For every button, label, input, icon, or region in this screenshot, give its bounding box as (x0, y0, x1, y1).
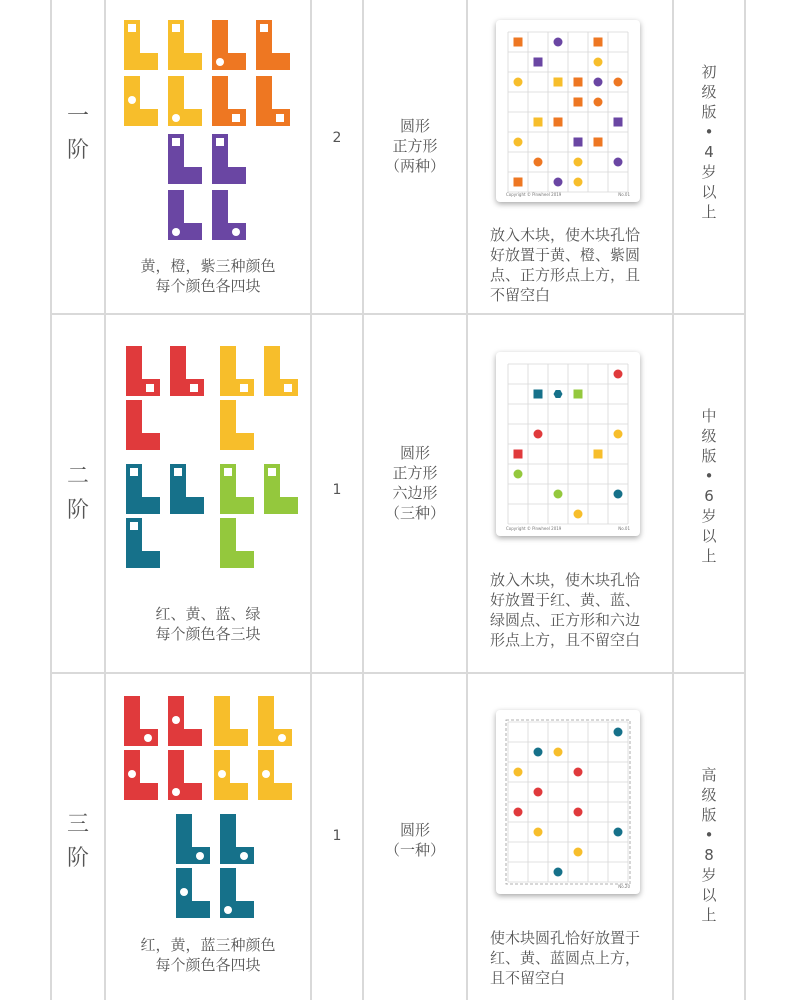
l-block-piece (170, 464, 204, 514)
round-dot (614, 490, 623, 499)
square-hole (224, 468, 232, 476)
l-block-piece (220, 400, 254, 450)
dot-shapes: 圆形 正方形 六边形 （三种） (384, 444, 445, 522)
round-hole (262, 770, 270, 778)
l-block-piece (168, 190, 202, 240)
round-dot (514, 808, 523, 817)
board-number: No.01 (618, 192, 630, 197)
square-dot (514, 38, 523, 47)
l-block-piece (220, 346, 254, 396)
l-block-piece (214, 696, 248, 746)
square-dot (574, 138, 583, 147)
round-dot (574, 808, 583, 817)
round-hole (128, 770, 136, 778)
square-hole (260, 24, 268, 32)
l-block-piece (126, 400, 160, 450)
board-copyright: Copyright © Pinwheel 2019 (506, 526, 562, 531)
round-dot (554, 490, 563, 499)
round-hole (172, 788, 180, 796)
hole-count: 2 (332, 130, 342, 146)
l-block-piece (176, 868, 210, 918)
l-block-piece (264, 464, 298, 514)
board-grid (508, 364, 628, 524)
square-hole (216, 138, 224, 146)
play-description: 使木块圆孔恰好放置于 红、黄、蓝圆点上方， 且不留空白 (490, 929, 641, 987)
l-block-piece (220, 518, 254, 568)
square-hole (284, 384, 292, 392)
l-block-piece (212, 134, 246, 184)
round-dot (574, 768, 583, 777)
l-block-piece (176, 814, 210, 864)
l-block-piece (126, 464, 160, 514)
level-label: 三 阶 (66, 812, 89, 871)
round-dot (514, 768, 523, 777)
square-hole (268, 468, 276, 476)
board-number: No.01 (618, 526, 630, 531)
l-block-piece (168, 76, 202, 126)
l-block-shape (126, 400, 160, 450)
round-dot (554, 38, 563, 47)
l-block-piece (212, 20, 246, 70)
square-dot (594, 138, 603, 147)
round-dot (554, 748, 563, 757)
puzzle-card (496, 20, 640, 202)
round-dot (614, 430, 623, 439)
square-hole (174, 468, 182, 476)
l-block-shape (220, 518, 254, 568)
round-dot (534, 788, 543, 797)
square-dot (574, 390, 583, 399)
square-dot (534, 118, 543, 127)
round-dot (554, 868, 563, 877)
dot-shapes: 圆形 （一种） (384, 821, 445, 859)
square-dot (594, 38, 603, 47)
l-block-shape (220, 400, 254, 450)
square-hole (130, 468, 138, 476)
board-grid (508, 722, 628, 882)
l-block-shape (258, 696, 292, 746)
l-block-piece (124, 696, 158, 746)
column-divider (744, 0, 746, 1000)
round-dot (574, 178, 583, 187)
round-dot (594, 98, 603, 107)
l-block-shape (264, 346, 298, 396)
row-divider (50, 313, 746, 315)
square-hole (146, 384, 154, 392)
l-block-piece (168, 750, 202, 800)
round-dot (614, 728, 623, 737)
round-dot (554, 178, 563, 187)
hole-count: 1 (332, 482, 342, 498)
l-block-piece (170, 346, 204, 396)
puzzle-board (496, 352, 640, 536)
round-dot (574, 158, 583, 167)
column-divider (466, 0, 468, 1000)
hexagon-dot (554, 390, 563, 398)
round-dot (574, 510, 583, 519)
l-block-piece (168, 134, 202, 184)
round-hole (278, 734, 286, 742)
l-block-piece (220, 868, 254, 918)
square-hole (130, 522, 138, 530)
round-dot (614, 828, 623, 837)
l-block-shape (212, 190, 246, 240)
l-block-piece (126, 518, 160, 568)
square-dot (554, 78, 563, 87)
l-block-shape (124, 696, 158, 746)
round-hole (128, 96, 136, 104)
l-block-shape (170, 346, 204, 396)
round-dot (534, 158, 543, 167)
column-divider (310, 0, 312, 1000)
puzzle-card (496, 352, 640, 536)
board-number: No.20 (618, 884, 630, 889)
l-block-piece (126, 346, 160, 396)
round-dot (614, 158, 623, 167)
round-hole (180, 888, 188, 896)
square-hole (172, 138, 180, 146)
round-dot (614, 78, 623, 87)
board-grid (508, 32, 628, 192)
block-pieces (106, 690, 310, 920)
round-hole (232, 228, 240, 236)
round-hole (218, 770, 226, 778)
puzzle-board (496, 710, 640, 894)
round-hole (240, 852, 248, 860)
l-block-piece (124, 20, 158, 70)
square-hole (276, 114, 284, 122)
l-block-shape (214, 696, 248, 746)
l-block-shape (212, 76, 246, 126)
square-hole (232, 114, 240, 122)
l-block-piece (256, 20, 290, 70)
pieces-caption: 红、黄、蓝、绿 每个颜色各三块 (155, 605, 261, 643)
round-dot (614, 370, 623, 379)
square-hole (172, 24, 180, 32)
play-description: 放入木块，使木块孔恰 好放置于黄、橙、紫圆 点、正方形点上方，且 不留空白 (490, 226, 641, 304)
square-hole (128, 24, 136, 32)
round-hole (196, 852, 204, 860)
l-block-piece (214, 750, 248, 800)
square-dot (614, 118, 623, 127)
round-dot (534, 828, 543, 837)
square-dot (514, 450, 523, 459)
round-dot (534, 748, 543, 757)
round-hole (172, 228, 180, 236)
round-dot (534, 430, 543, 439)
l-block-shape (256, 76, 290, 126)
round-dot (594, 78, 603, 87)
l-block-piece (168, 20, 202, 70)
l-block-piece (220, 464, 254, 514)
level-label: 二 阶 (66, 464, 89, 523)
square-dot (534, 390, 543, 399)
round-dot (514, 78, 523, 87)
puzzle-card (496, 710, 640, 894)
l-block-piece (124, 76, 158, 126)
hole-count: 1 (332, 828, 342, 844)
round-dot (514, 470, 523, 479)
square-dot (574, 98, 583, 107)
round-dot (594, 58, 603, 67)
l-block-piece (256, 76, 290, 126)
dot-shapes: 圆形 正方形 （两种） (384, 117, 445, 175)
l-block-shape (176, 814, 210, 864)
l-block-piece (124, 750, 158, 800)
l-block-piece (168, 696, 202, 746)
l-block-shape (126, 346, 160, 396)
level-label: 一 阶 (66, 104, 89, 163)
round-dot (514, 138, 523, 147)
l-block-piece (264, 346, 298, 396)
pieces-caption: 黄，橙，紫三种颜色 每个颜色各四块 (140, 257, 276, 295)
square-dot (514, 178, 523, 187)
l-block-piece (220, 814, 254, 864)
row-divider (50, 672, 746, 674)
l-block-piece (212, 76, 246, 126)
round-hole (172, 716, 180, 724)
pieces-caption: 红，黄，蓝三种颜色 每个颜色各四块 (140, 936, 276, 974)
square-dot (534, 58, 543, 67)
version-label: 中 级 版 • 6 岁 以 上 (701, 407, 717, 565)
round-hole (144, 734, 152, 742)
l-block-shape (220, 346, 254, 396)
square-dot (574, 78, 583, 87)
l-block-shape (220, 814, 254, 864)
board-copyright: Copyright © Pinwheel 2019 (506, 192, 562, 197)
round-hole (216, 58, 224, 66)
version-label: 高 级 版 • 8 岁 以 上 (701, 766, 717, 924)
square-hole (190, 384, 198, 392)
block-pieces (106, 340, 310, 570)
l-block-piece (258, 750, 292, 800)
l-block-piece (258, 696, 292, 746)
round-dot (574, 848, 583, 857)
square-hole (240, 384, 248, 392)
l-block-piece (212, 190, 246, 240)
play-description: 放入木块，使木块孔恰 好放置于红、黄、蓝、 绿圆点、正方形和六边 形点上方，且不留空白 (490, 571, 641, 649)
round-hole (172, 114, 180, 122)
block-pieces (106, 14, 310, 244)
puzzle-board (496, 20, 640, 202)
square-dot (594, 450, 603, 459)
round-hole (224, 906, 232, 914)
version-label: 初 级 版 • 4 岁 以 上 (701, 63, 717, 221)
square-dot (554, 118, 563, 127)
